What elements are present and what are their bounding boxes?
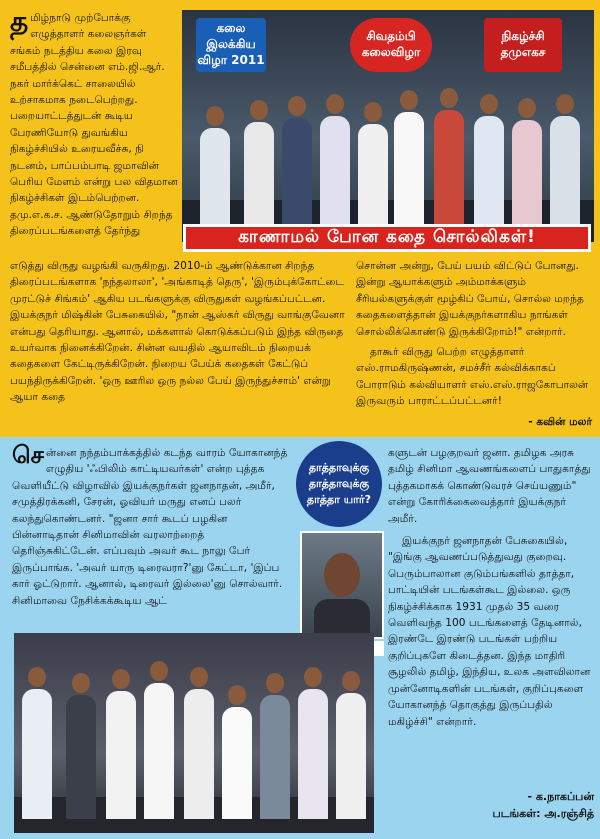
person-head bbox=[556, 94, 574, 114]
banner-sivathambi: சிவதம்பி கலைவிழா bbox=[350, 18, 432, 72]
person-figure bbox=[22, 689, 52, 819]
bottom-article-title: தாத்தாவுக்கு தாத்தாவுக்கு தாத்தா யார்? bbox=[296, 441, 382, 527]
person-figure bbox=[550, 116, 580, 228]
person-figure bbox=[394, 112, 424, 228]
person-figure bbox=[474, 116, 504, 228]
person-head bbox=[364, 102, 382, 122]
person-head bbox=[440, 88, 458, 108]
top-article-continued bbox=[10, 258, 348, 406]
person-figure bbox=[200, 128, 230, 228]
person-figure bbox=[512, 120, 542, 228]
person-figure bbox=[106, 691, 136, 819]
person-figure bbox=[298, 689, 328, 819]
person-figure bbox=[336, 693, 366, 819]
person-head bbox=[480, 94, 498, 114]
top-dropcap: த bbox=[10, 5, 29, 38]
person-head bbox=[266, 673, 284, 693]
person-head bbox=[150, 661, 168, 681]
person-head bbox=[206, 106, 224, 126]
person-head bbox=[342, 671, 360, 691]
bottom-article bbox=[0, 437, 600, 839]
top-right-para2: தாகூர் விருது பெற்ற எழுத்தாளர் எஸ்.ராமகிருஷ்ணன், சமச்சீர் கல்விக்காகப் போராடும் கல்வியாளர் எஸ்.எஸ்.ராஜகோபாலன் இருவரும் பாராட்டப்பட்டனர்! bbox=[356, 346, 589, 408]
person-head bbox=[326, 94, 344, 114]
bottom-right-para1: களுடன் பழகுறவர் ஜனா. தமிழக அரசு தமிழ் சினிமா ஆவணங்களைப் பாதுகாத்து புத்தகமாகக் கொண்டுவரச் செய்யணும்" என்று கோரிக்கைவைத்தார் இயக்குநர் அமீர். bbox=[388, 447, 591, 525]
event-stage-photo bbox=[182, 10, 594, 242]
person-head bbox=[190, 667, 208, 687]
person-figure bbox=[434, 110, 464, 228]
top-right-para1: சொன்ன அன்று, பேய் பயம் விட்டுப் போனது. இன்று ஆயாக்களும் அம்மாக்களும் சீரியல்களுக்குள் மூழ்கிப் போய், சொல்ல மறந்த கதைகளைத்தான் இயக்குநர்களாகிய நாங்கள் சொல்லிக்கொண்டு இருக்கிறோம்!" என்றார். bbox=[356, 260, 584, 338]
person-head bbox=[518, 98, 536, 118]
author-portrait bbox=[300, 531, 384, 639]
bottom-article-intro bbox=[12, 441, 288, 609]
person-figure bbox=[66, 695, 96, 819]
bottom-photo-credit: படங்கள்: அ.ரஞ்சித் bbox=[492, 806, 594, 820]
bottom-dropcap: செ bbox=[12, 441, 44, 469]
top-continued-text: எடுத்து விருது வழங்கி வருகிறது. 2010-ம் ஆண்டுக்கான சிறந்த திரைப்படங்களாக 'நந்தலாலா', 'அங்காடித் தெரு', 'இரும்புக்கோட்டை முரட்டுச் சிங்கம்' ஆகிய படங்களுக்கு விருதுகள் வழங்கப்பட்டன. இயக்குநர் மிஷ்கின் பேசுகையில், "நான் ஆஸ்கர் விருது வாங்குவேனா என்பது தெரியாது. ஆனால், மக்களால் கொடுக்கப்படும் இந்த விருதை உயர்வாக நினைக்கிறேன். சின்ன வயதில் ஆயாவிடம் நிறையக் கதைகளை கேட்டிருக்கிறேன். நிறைய பேய்க் கதைகள் கேட்டுப் பயந்திருக்கிறேன். 'ஒரு ஊரில ஒரு நல்ல பேய் இருந்துச்சாம்' என்று ஆயா கதை bbox=[10, 260, 345, 404]
person-head bbox=[72, 673, 90, 693]
person-head bbox=[228, 685, 246, 705]
bottom-intro-text: ன்னை நந்தம்பாக்கத்தில் கடந்த வாரம் யோகானந்த் எழுதிய 'ஃபிலிம் காட்டியவர்கள்' என்ற புத்தக வெளியீட்டு விழாவில் இயக்குநர்கள் ஜனநாதன், அமீர், சமுத்திரக்கனி, சேரன், ஓவியர் மருது எனப் பலர் கலந்துகொண்டனர். "ஜனா சார் கூடப் பழகின பின்னாடிதான் சினிமாவின் வரலாற்றைத் தெரிஞ்சுகிட்டேன். எப்பவும் அவர் கூட நாலு பேர் இருப்பாங்க. 'அவர் யாரு டிரைவரா?'னு கேட்டா, 'இப்ப கார் ஓட்டுறார். ஆனால், டிரைவர் இல்லை'னு சொல்வார். சினிமாவை நேசிக்கக்கூடிய ஆட் bbox=[12, 447, 288, 607]
person-head bbox=[28, 667, 46, 687]
top-intro-text: மிழ்நாடு முற்போக்கு எழுத்தாளர் கலைஞர்கள் சங்கம் நடத்திய கலை இரவு சமீபத்தில் சென்னை எம்.ஜி.ஆர். நகர் மார்க்கெட் சாலையில் உற்சாகமாக நடைபெற்றது. பறையாட்டத்துடன் கூடிய பேரணியோடு துவங்கிய நிகழ்ச்சியில் உரையவீச்சு, நி நடனம், பாப்பம்பாடி ஜமாவின் பெரிய மேளம் என்று பல விதமான நிகழ்ச்சிகள் இடம்பெற்றன. தமு.எ.க.ச. ஆண்டுதோறும் சிறந்த திரைப்படங்களைத் தேர்ந்து bbox=[10, 12, 178, 238]
bottom-article-right-column bbox=[388, 445, 592, 730]
portrait-face bbox=[324, 553, 360, 597]
person-head bbox=[400, 90, 418, 110]
person-figure bbox=[222, 707, 252, 819]
bottom-author-credit: - க.நாகப்பன் bbox=[527, 790, 594, 803]
person-figure bbox=[184, 689, 214, 819]
banner-program: நிகழ்ச்சி தமுஎகச bbox=[484, 18, 562, 72]
article-headline: காணாமல் போன கதை சொல்லிகள்! bbox=[183, 224, 591, 252]
book-launch-photo bbox=[14, 633, 374, 833]
top-article-intro bbox=[10, 5, 178, 240]
person-figure bbox=[282, 118, 312, 228]
person-figure bbox=[144, 683, 174, 819]
bottom-right-para2: இயக்குநர் ஜனநாதன் பேசுகையில், "இங்கு ஆவணப்படுத்துவது குறைவு. பெரும்பாலான குடும்பங்களில் தாத்தா, பாட்டியின் படங்கள்கூட இல்லை. ஒரு நிகழ்ச்சிக்காக 1931 முதல் 35 வரை வெளிவந்த 100 படங்களைத் தேடினால், இரண்டே இரண்டு படங்கள் பற்றிய குறிப்புகளே கிடைத்தன. இந்த மாதிரி சூழலில் தமிழ், இந்திய, உலக அளவிலான முன்னோடிகளின் படங்கள், குறிப்புகளை யோகானந்த் தொகுத்து இருப்பதில் மகிழ்ச்சி" என்றார். bbox=[388, 535, 591, 728]
top-article-right-column bbox=[356, 258, 592, 430]
banner-arts-festival: கலை இலக்கிய விழா 2011 bbox=[196, 18, 266, 72]
person-figure bbox=[244, 122, 274, 228]
person-head bbox=[112, 669, 130, 689]
person-figure bbox=[260, 695, 290, 819]
top-author-credit: - கவின் மலர் bbox=[528, 415, 592, 428]
person-head bbox=[304, 667, 322, 687]
person-figure bbox=[320, 116, 350, 228]
person-head bbox=[250, 100, 268, 120]
person-figure bbox=[358, 124, 388, 228]
bottom-credits bbox=[388, 789, 594, 822]
person-head bbox=[288, 96, 306, 116]
